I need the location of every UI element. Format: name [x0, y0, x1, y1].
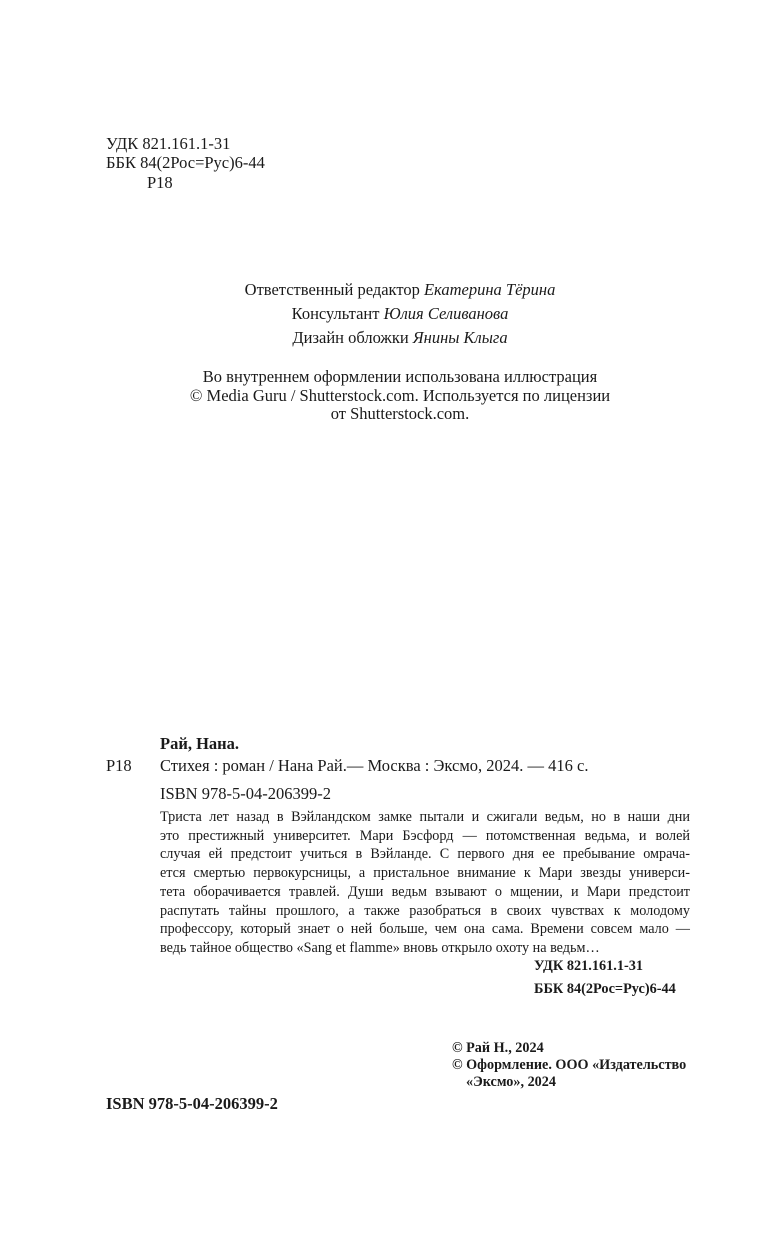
- isbn-bottom: ISBN 978-5-04-206399-2: [106, 1094, 278, 1113]
- credit-consultant: Консультант Юлия Селиванова: [291, 304, 509, 323]
- author-heading: Рай, Нана.: [160, 734, 240, 753]
- isbn-card: ISBN 978-5-04-206399-2: [160, 784, 331, 803]
- author-mark-top: Р18: [147, 173, 173, 192]
- illustration-note: Во внутреннем оформлении использована иллюстрация © Media Guru / Shutterstock.com. Используется по лицензии от Shutterstock.com.: [189, 367, 611, 423]
- title-line: Стихея : роман / Нана Рай.— Москва : Эксмо, 2024. — 416 с.: [160, 756, 589, 775]
- credits-block: [120, 278, 680, 350]
- udk-code-card: УДК 821.161.1-31: [534, 958, 644, 974]
- credit-cover-design: Дизайн обложки Янины Клыга: [292, 328, 508, 347]
- author-mark-card: Р18: [106, 756, 132, 775]
- udk-code-top: УДК 821.161.1-31: [106, 134, 231, 153]
- bbk-code-card: ББК 84(2Рос=Рус)6-44: [534, 981, 676, 997]
- annotation: Триста лет назад в Вэйландском замке пытали и сжигали ведьм, но в наши дни это престижный университет. Мари Бэсфорд — потомственная ведьма, и волей случая ей предстоит учиться в Вэйланде. С первого дня ее пребывание омрача- ется смертью первокурсницы, а пристальное внимание к Мари звезды универси- тета оборачивается травлей. Души ведьм взывают о мщении, и Мари предстоит распутать тайны прошлого, а также разобраться в своих чувствах к молодому профессору, который знает о ней больше, чем она сама. Времени совсем мало — ведь тайное общество «Sang et flamme» вновь открыло охоту на ведьм…: [160, 809, 690, 956]
- credit-editor: Ответственный редактор Екатерина Тёрина: [244, 280, 556, 299]
- bbk-code-top: ББК 84(2Рос=Рус)6-44: [106, 153, 265, 172]
- copyright-block: © Рай Н., 2024 © Оформление. ООО «Издательство «Эксмо», 2024: [452, 1040, 687, 1090]
